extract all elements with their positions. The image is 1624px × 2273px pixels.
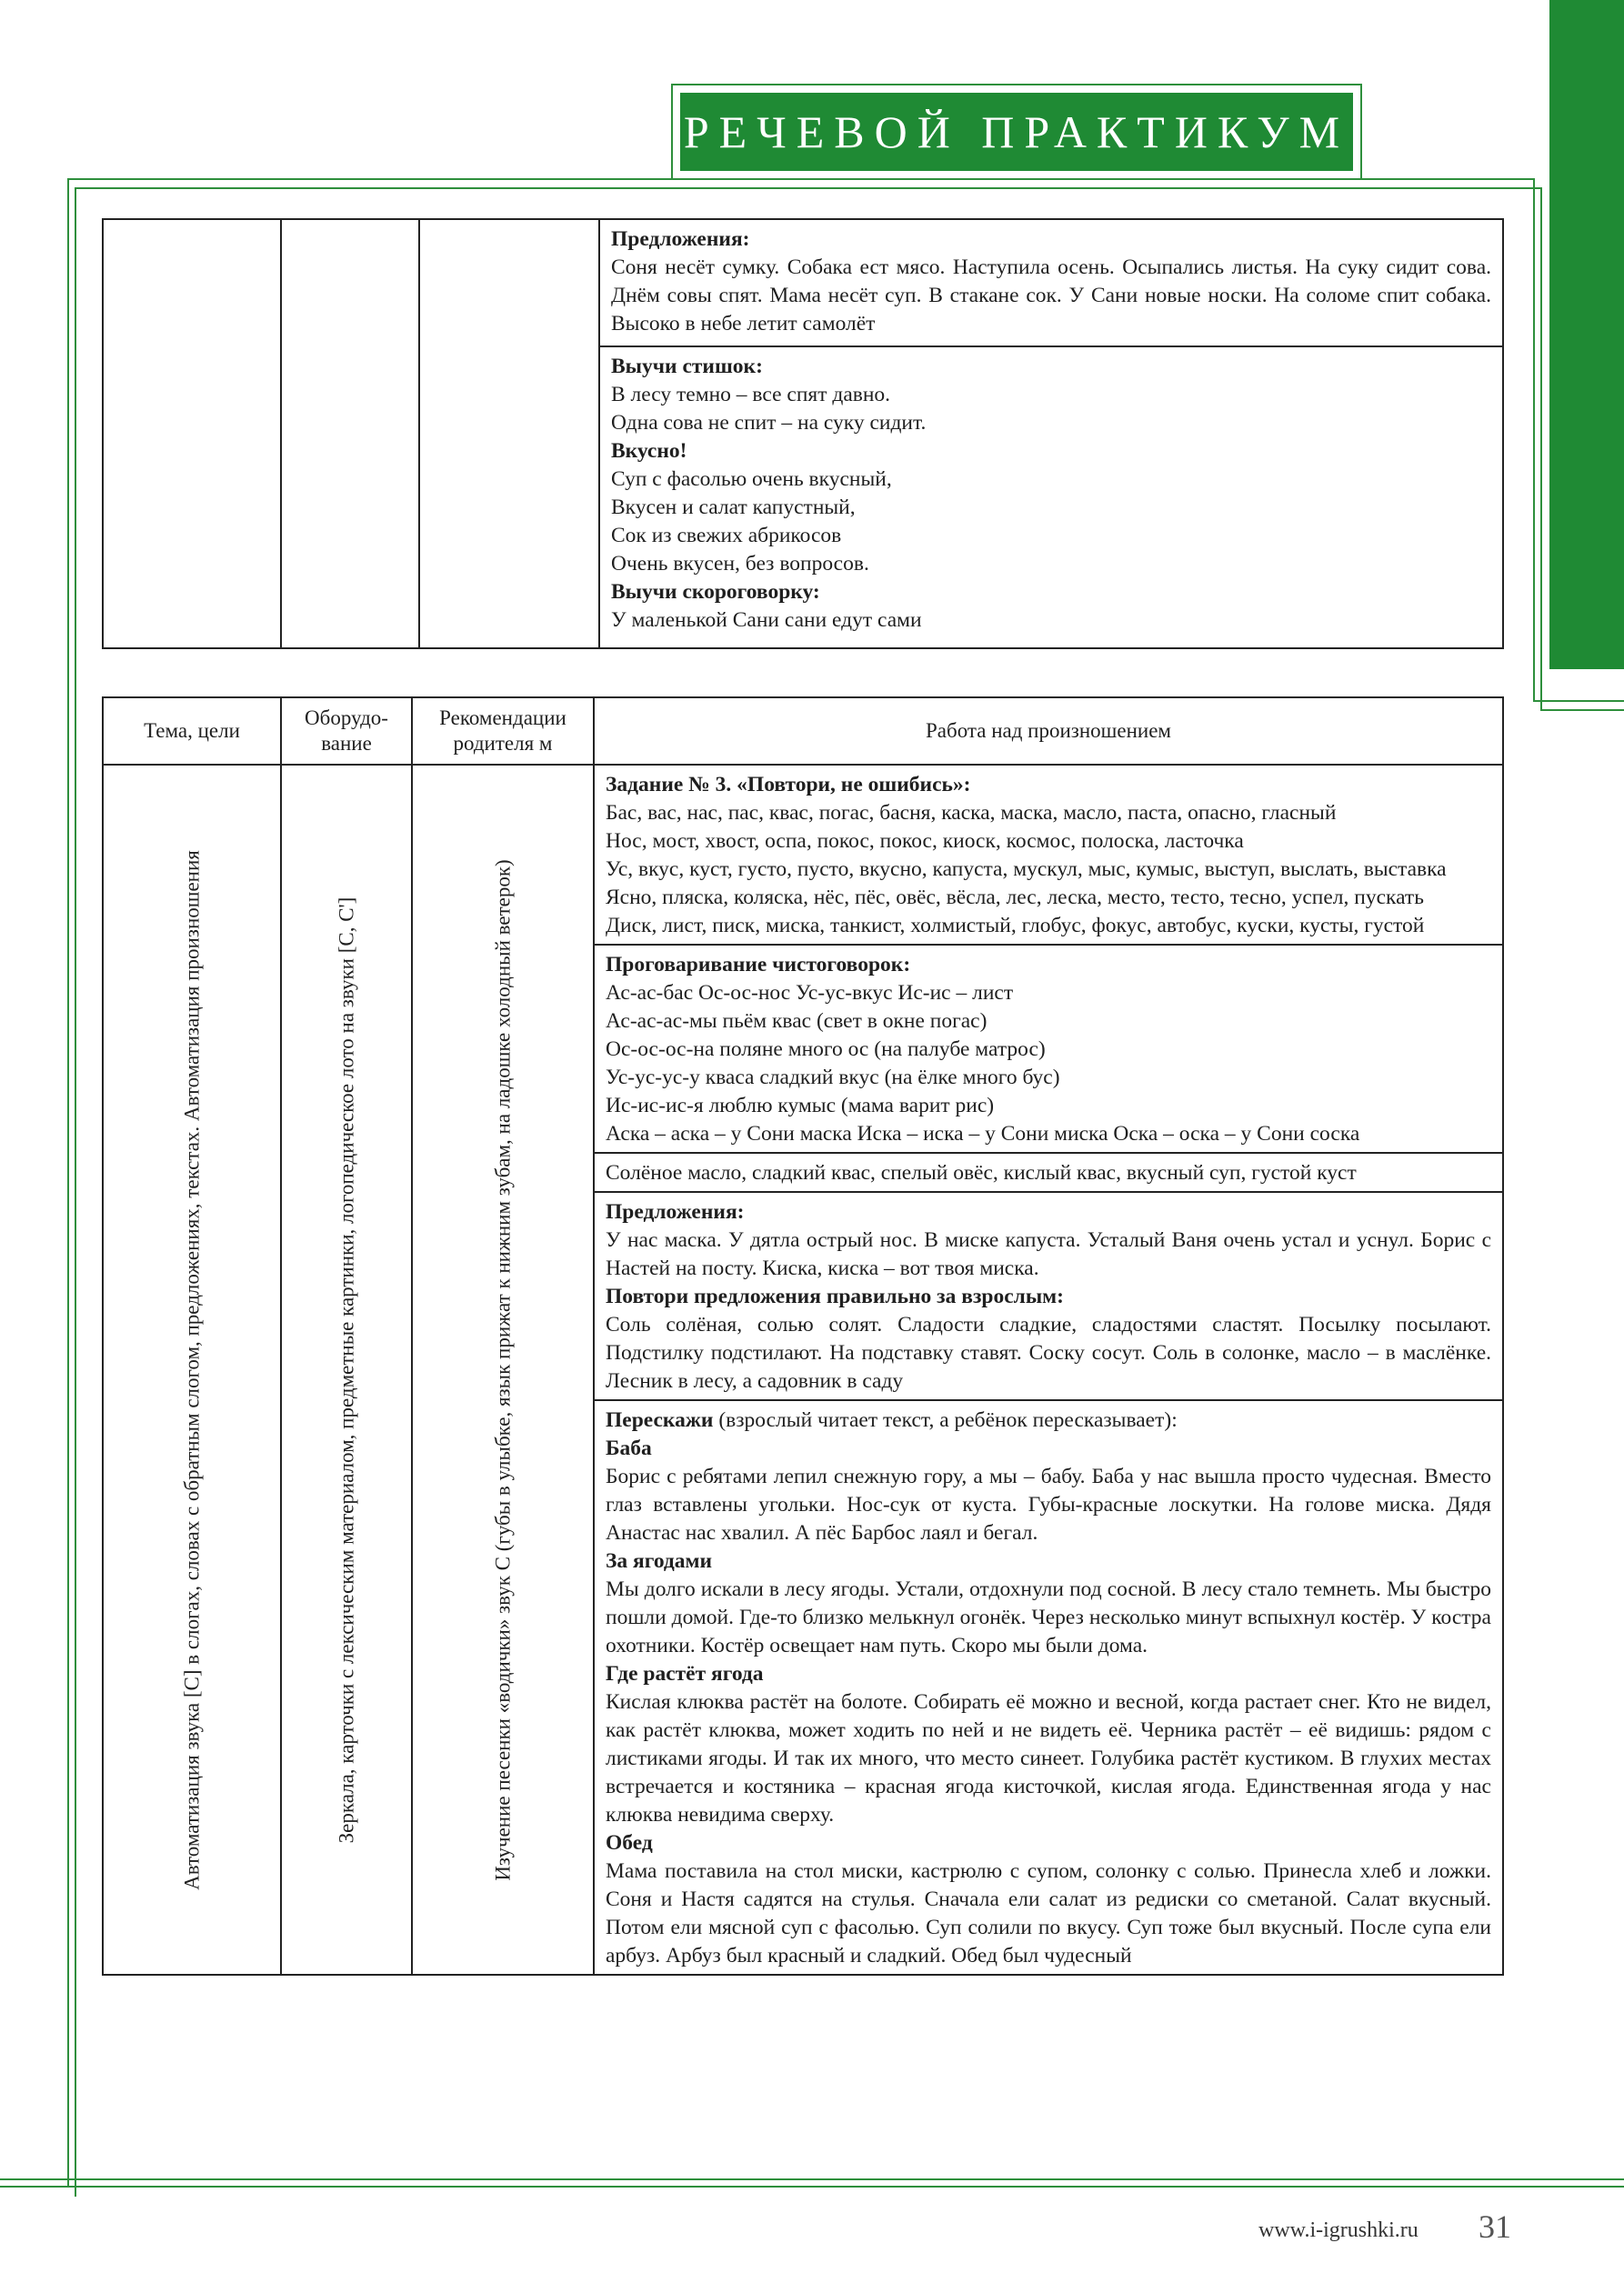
- poem-line: Суп с фасолью очень вкусный,: [611, 467, 892, 492]
- header-recommendations: Рекомендации родителя м: [412, 697, 594, 765]
- phrases-cell: [594, 1153, 1503, 1192]
- story-text: Мы долго искали в лесу ягоды. Устали, отдохнули под сосной. В лесу стало темнеть. Мы быстро пошли домой. Где-то близко мелькнул огонёк. Через несколько минут вспыхнул костёр. У костра охотники. Костёр освещает нам путь. Скоро мы были дома.: [606, 1577, 1491, 1657]
- header-topic: Тема, цели: [103, 697, 281, 765]
- frame-mid-line-1: [1533, 700, 1624, 702]
- recommendations-cell: [412, 765, 594, 1975]
- retell-cell: [594, 1400, 1503, 1975]
- task3-title: Задание № 3. «Повтори, не ошибись»:: [606, 773, 971, 796]
- frame-bottom-line-2: [0, 2186, 1624, 2188]
- pronunciation-table: [102, 696, 1504, 1976]
- footer-url: www.i-igrushki.ru: [1258, 2218, 1418, 2242]
- retell-note: (взрослый читает текст, а ребёнок пересказывает):: [713, 1408, 1178, 1432]
- header-work: Работа над произношением: [594, 697, 1503, 765]
- story-text: Борис с ребятами лепил снежную гору, а мы – бабу. Баба у нас вышла просто чудесная. Вместо глаз вставлены угольки. Нос-сук от куста. Губы-красные лоскутки. На голове миска. Дядя Анастас нас хвалил. А пёс Барбос лаял и бегал.: [606, 1465, 1491, 1545]
- sentences-text: Соня несёт сумку. Собака ест мясо. Наступила осень. Осыпались листья. На суку сидит сова. Днём совы спят. Мама несёт суп. В стакане сок. У Сани новые носки. На соломе спит собака. Высоко в небе летит самолёт: [611, 255, 1491, 335]
- frame-right-line-1: [1533, 178, 1535, 701]
- poem-line: В лесу темно – все спят давно.: [611, 383, 891, 407]
- poem-cell: [599, 346, 1503, 648]
- header-equipment: Оборудо-вание: [281, 697, 412, 765]
- story-text: Мама поставила на стол миски, кастрюлю с супом, солонку с солью. Принесла хлеб и ложки. Соня и Настя садятся на стулья. Сначала ели салат из редиски со сметаной. Салат вкусный. Потом ели мясной суп с фасолью. Суп солили по вкусу. Суп тоже был вкусный. После супа ели арбуз. Арбуз был красный и сладкий. Обед был чудесный: [606, 1859, 1491, 1968]
- recommendations-text: Изучение песенки «водички» звук С (губы в улыбке, язык прижат к нижним зубам, на ладошке холодный ветерок): [491, 858, 515, 1881]
- repeat-title: Повтори предложения правильно за взрослым:: [606, 1285, 1064, 1308]
- clean-saying-line: Ас-ас-бас Ос-ос-нос Ус-ус-вкус Ис-ис – лист: [606, 981, 1014, 1005]
- page-title: РЕЧЕВОЙ ПРАКТИКУМ: [680, 93, 1353, 171]
- clean-saying-line: Ос-ос-ос-на поляне много ос (на палубе матрос): [606, 1037, 1046, 1061]
- task3-line: Нос, мост, хвост, оспа, покос, покос, киоск, космос, полоска, ласточка: [606, 829, 1244, 853]
- task3-cell: [594, 765, 1503, 945]
- story-title: Баба: [606, 1437, 652, 1460]
- poem-line: Очень вкусен, без вопросов.: [611, 552, 869, 576]
- sentences2-cell: [594, 1192, 1503, 1400]
- empty-cell-equipment: [281, 219, 419, 648]
- tongue-twister-text: У маленькой Сани сани едут сами: [611, 608, 922, 633]
- clean-saying-line: Ас-ас-ас-мы пьём квас (свет в окне погас): [606, 1009, 987, 1033]
- task3-line: Бас, вас, нас, пас, квас, погас, басня, каска, маска, масло, паста, опасно, гласный: [606, 801, 1337, 825]
- poem-line: Сок из свежих абрикосов: [611, 524, 842, 548]
- side-accent-bar: [1549, 0, 1624, 669]
- poem-subtitle: Вкусно!: [611, 439, 687, 464]
- clean-sayings-title: Проговаривание чистоговорок:: [606, 953, 911, 976]
- poem-line: Одна сова не спит – на суку сидит.: [611, 411, 927, 436]
- story-title: За ягодами: [606, 1549, 713, 1573]
- frame-left-line-1: [67, 178, 69, 2188]
- equipment-cell: [281, 765, 412, 1975]
- task3-line: Диск, лист, писк, миска, танкист, холмистый, глобус, фокус, автобус, куски, кусты, густой: [606, 914, 1425, 937]
- frame-bottom-line-1: [0, 2178, 1624, 2180]
- poem-title: Выучи стишок:: [611, 355, 763, 379]
- story-text: Кислая клюква растёт на болоте. Собирать её можно и весной, когда растает снег. Кто не видел, как растёт клюква, может ходить по ней и не видеть её. Черника растёт – её видишь: рядом с листиками ягоды. И так их много, что место синеет. Голубика растёт кустиком. В глухих местах встречается и костяника – красная ягода кисточкой, кислая ягода. Единственная ягода у нас клюква невидима сверху.: [606, 1690, 1491, 1827]
- sentences2-text: У нас маска. У дятла острый нос. В миске капуста. Усталый Ваня очень устал и уснул. Борис с Настей на посту. Киска, киска – вот твоя миска.: [606, 1228, 1491, 1280]
- poem-line: Вкусен и салат капустный,: [611, 496, 856, 520]
- empty-cell-recommendations: [419, 219, 599, 648]
- story-title: Обед: [606, 1831, 653, 1855]
- empty-cell-topic: [103, 219, 281, 648]
- frame-right-line-2: [1540, 187, 1542, 710]
- clean-sayings-cell: [594, 945, 1503, 1153]
- topic-text: Автоматизация звука [С] в слогах, словах с обратным слогом, предложениях, текстах. Автоматизация произношения: [180, 849, 204, 1890]
- page-number: 31: [1479, 2208, 1511, 2245]
- retell-heading: [606, 1407, 1491, 1435]
- sentences-title: Предложения:: [611, 227, 750, 251]
- equipment-text: Зеркала, карточки с лексическим материалом, предметные картинки, логопедическое лото на звуки [С, С']: [335, 896, 358, 1843]
- task3-line: Ясно, пляска, коляска, нёс, пёс, овёс, вёсла, лес, леска, место, тесто, тесно, успел, пускать: [606, 886, 1424, 909]
- clean-saying-line: Ис-ис-ис-я люблю кумыс (мама варит рис): [606, 1094, 995, 1117]
- frame-left-line-2: [75, 187, 76, 2197]
- task3-line: Ус, вкус, куст, густо, пусто, вкусно, капуста, мускул, мыс, кумыс, выступ, выслать, выставка: [606, 857, 1447, 881]
- sentences-cell: [599, 219, 1503, 346]
- tongue-twister-title: Выучи скороговорку:: [611, 580, 820, 605]
- frame-top-line-2: [75, 187, 1540, 189]
- repeat-text: Соль солёная, солью солят. Сладости сладкие, сладостями сластят. Посылку посылают. Подстилку подстилают. На подставку ставят. Соску сосут. Соль в солонке, масло – в маслёнке. Лесник в лесу, а садовник в саду: [606, 1313, 1491, 1393]
- sentences2-title: Предложения:: [606, 1200, 745, 1224]
- phrases-text: Солёное масло, сладкий квас, спелый овёс, кислый квас, вкусный суп, густой куст: [606, 1161, 1357, 1185]
- clean-saying-line: Ус-ус-ус-у кваса сладкий вкус (на ёлке много бус): [606, 1066, 1060, 1089]
- continuation-table: [102, 218, 1504, 649]
- clean-saying-line: Аска – аска – у Сони маска Иска – иска – у Сони миска Оска – оска – у Сони соска: [606, 1122, 1360, 1146]
- story-title: Где растёт ягода: [606, 1662, 764, 1686]
- frame-mid-line-2: [1540, 709, 1624, 711]
- retell-title: Перескажи: [606, 1408, 714, 1432]
- topic-cell: [103, 765, 281, 1975]
